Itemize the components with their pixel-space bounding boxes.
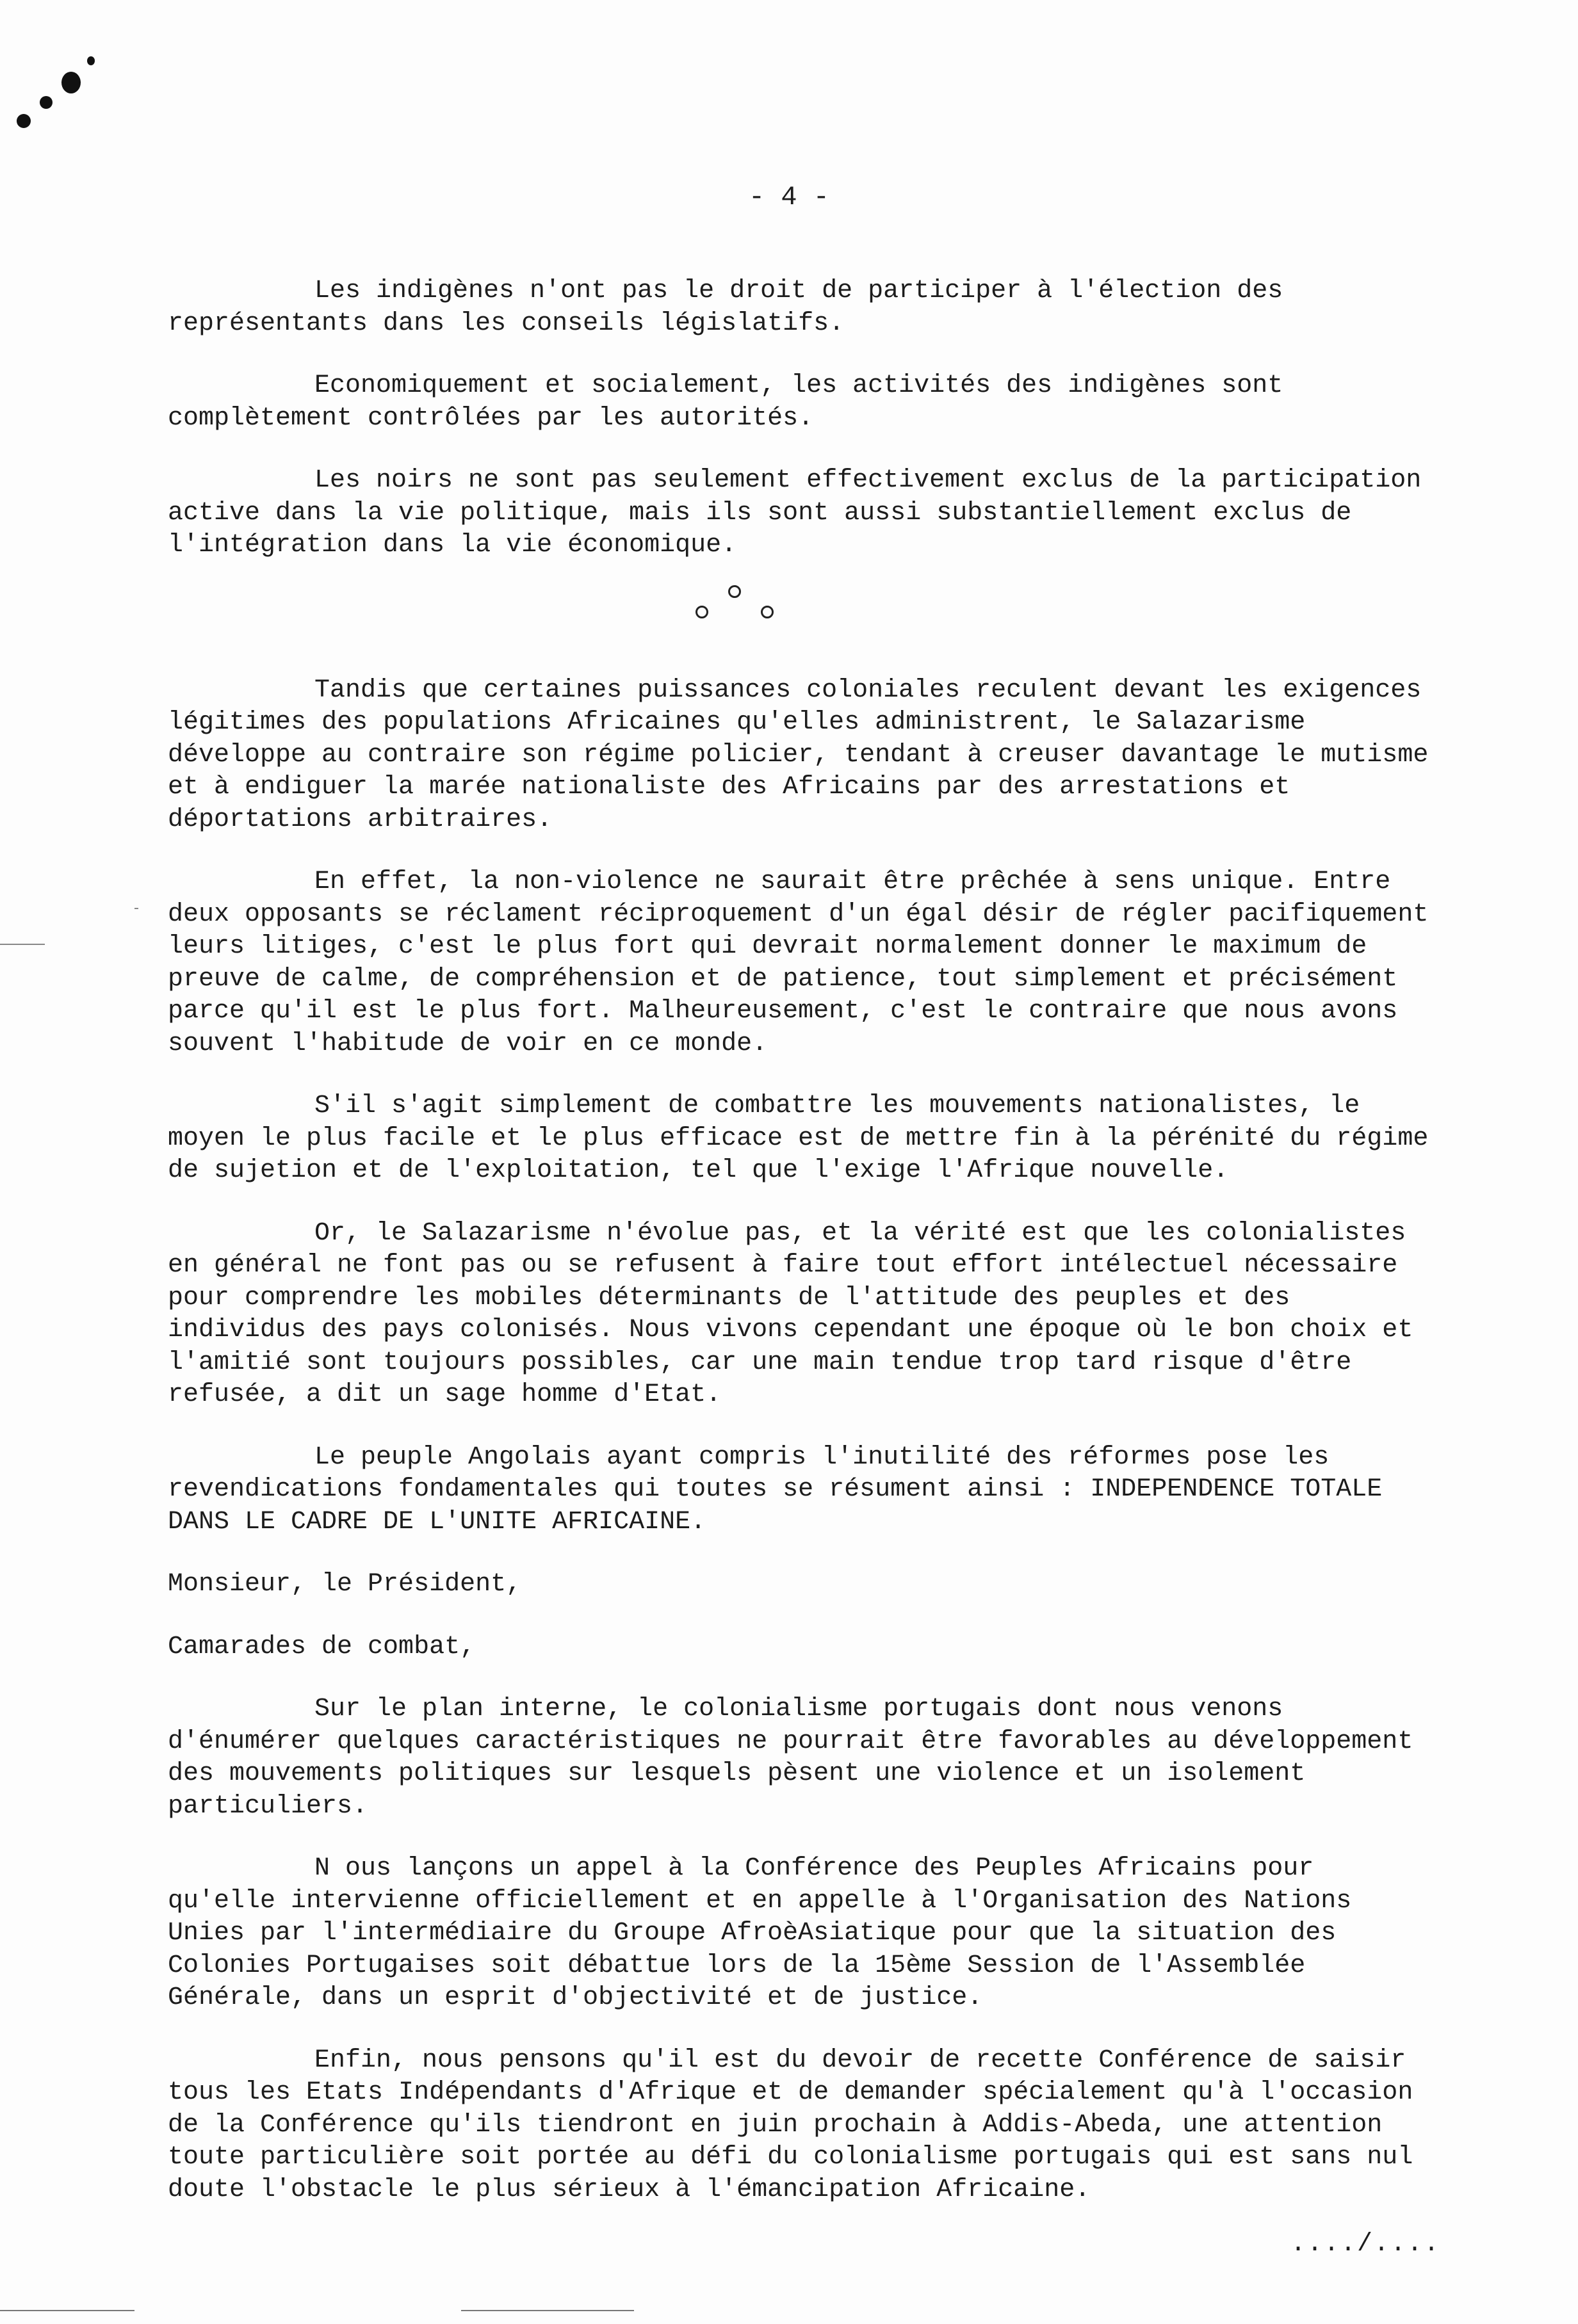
section-separator xyxy=(168,580,1436,628)
paragraph: Enfin, nous pensons qu'il est du devoir de recette Conférence de saisir tous les Etats Indépendants d'Afrique et de demander spécialement qu'à l'occasion de la Conférence qu'ils tiendront en juin prochain à Addis-Abeda, une attention toute particulière soit portée au défi du colonialisme portugais qui est sans nul doute l'obstacle le plus sérieux à l'émancipation Africaine. xyxy=(168,2046,1429,2204)
paragraph: Tandis que certaines puissances coloniales reculent devant les exigences légitimes des populations Africaines qu'elles administrent, le Salazarisme développe au contraire son régime policier, tendant à creuser davantage le mutisme et à endiguer la marée nationaliste des Africains par des arrestations et déportations arbitraires. xyxy=(168,675,1444,834)
scan-edge-line xyxy=(0,2310,134,2311)
paragraph: En effet, la non-violence ne saurait être prêchée à sens unique. Entre deux opposants se réclament réciproquement d'un égal désir de régler pacifiquement leurs litiges, c'est le plus fort qui devrait normalement donner le maximum de preuve de calme, de compréhension et de patience, tout simplement et précisément parce qu'il est le plus fort. Malheureusement, c'est le contraire que nous avons souvent l'habitude de voir en ce monde. xyxy=(168,867,1444,1058)
page-number: - 4 - xyxy=(748,182,830,213)
letter-body xyxy=(168,275,1444,2236)
paragraph: Sur le plan interne, le colonialisme portugais dont nous venons d'énumérer quelques caractéristiques ne pourrait être favorables au développement des mouvements politiques sur lesquels pèsent une violence et un isolement particuliers. xyxy=(168,1695,1429,1821)
margin-mark xyxy=(0,944,45,945)
paragraph: Les noirs ne sont pas seulement effectivement exclus de la participation active dans la vie politique, mais ils sont aussi substantiellement exclus de l'intégration dans la vie économique. xyxy=(168,466,1437,560)
punch-hole-mark xyxy=(87,56,95,65)
paragraph: Les indigènes n'ont pas le droit de participer à l'élection des représentants dans les conseils législatifs. xyxy=(168,277,1299,338)
paragraph: S'il s'agit simplement de combattre les mouvements nationalistes, le moyen le plus facile et le plus efficace est de mettre fin à la pérénité du régime de sujetion et de l'exploitation, tel que l'exige l'Afrique nouvelle. xyxy=(168,1092,1444,1185)
paragraph: Or, le Salazarisme n'évolue pas, et la vérité est que les colonialistes en général ne font pas ou se refusent à faire tout effort intélectuel nécessaire pour comprendre les mobiles déterminants de l'attitude des peuples et des individus des pays colonisés. Nous vivons cependant une époque où le bon choix et l'amitié sont toujours possibles, car une main tendue trop tard risque d'être refusée, a dit un sage homme d'Etat. xyxy=(168,1218,1429,1409)
punch-hole-mark xyxy=(61,72,81,93)
separator-dot xyxy=(728,585,741,598)
salutation: Camarades de combat, xyxy=(168,1632,476,1661)
salutation: Monsieur, le Président, xyxy=(168,1570,522,1599)
separator-dot xyxy=(761,606,774,618)
paragraph: N ous lançons un appel à la Conférence des Peuples Africains pour qu'elle intervienne officiellement et en appelle à l'Organisation des Nations Unies par l'intermédiaire du Groupe AfroèAsiatique pour que la situation des Colonies Portugaises soit débattue lors de la 15ème Session de l'Assemblée Générale, dans un esprit d'objectivité et de justice. xyxy=(168,1854,1367,2012)
separator-dot xyxy=(695,606,708,618)
punch-hole-mark xyxy=(17,114,31,128)
scan-edge-line xyxy=(461,2310,634,2311)
punch-hole-mark xyxy=(40,96,53,109)
continuation-mark: ..../.... xyxy=(1290,2230,1441,2259)
paragraph: Le peuple Angolais ayant compris l'inutilité des réformes pose les revendications fondamentales qui toutes se résument ainsi : INDEPENDENCE TOTALE DANS LE CADRE DE L'UNITE AFRICAINE. xyxy=(168,1442,1398,1537)
margin-mark xyxy=(134,908,138,909)
paragraph: Economiquement et socialement, les activités des indigènes sont complètement contrôlées par les autorités. xyxy=(168,371,1299,433)
